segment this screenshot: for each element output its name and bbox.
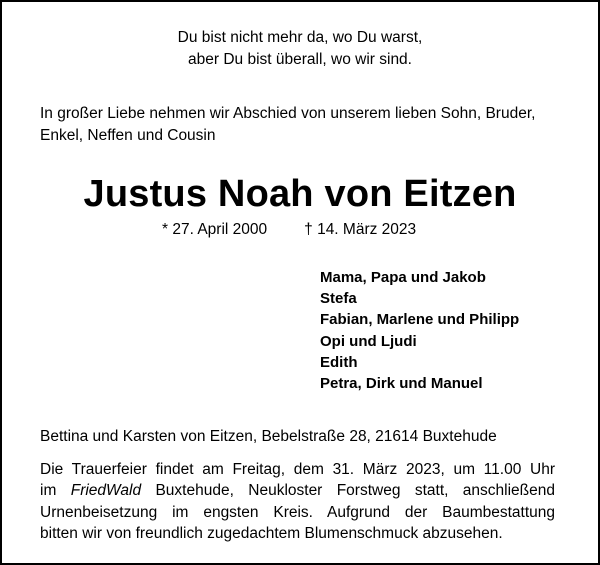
mourner-line: Fabian, Marlene und Philipp xyxy=(320,311,520,329)
funeral-line-1: Die Trauerfeier findet am Freitag, dem 31. März 2023, um 11.00 Uhr xyxy=(40,461,555,478)
motto-line-2: aber Du bist überall, wo wir sind. xyxy=(188,51,412,68)
family-address: Bettina und Karsten von Eitzen, Bebelstraße 28, 21614 Buxtehude xyxy=(40,428,497,445)
intro-text: In großer Liebe nehmen wir Abschied von unserem lieben Sohn, Bruder, Enkel, Neffen und Cousin xyxy=(40,105,536,144)
friedwald-name: FriedWald xyxy=(70,482,142,500)
birth-date: * 27. April 2000 xyxy=(162,221,268,238)
life-dates xyxy=(162,219,416,241)
death-date: † 14. März 2023 xyxy=(304,221,417,238)
mourner-line: Opi und Ljudi xyxy=(320,332,417,350)
motto-verse xyxy=(2,27,598,71)
mourner-line: Petra, Dirk und Manuel xyxy=(320,375,483,393)
funeral-line-2 xyxy=(40,480,555,501)
mourners-list xyxy=(320,267,519,394)
funeral-line-2-suffix: Buxtehude, Neukloster Forstweg statt, anschließend xyxy=(141,482,555,500)
funeral-details xyxy=(40,459,555,544)
funeral-line-4: bitten wir von freundlich zugedachtem Blumenschmuck abzusehen. xyxy=(40,524,503,542)
deceased-name: Justus Noah von Eitzen xyxy=(83,173,517,215)
motto-line-1: Du bist nicht mehr da, wo Du warst, xyxy=(177,29,423,46)
funeral-line-2-prefix: im xyxy=(40,482,71,500)
mourner-line: Mama, Papa und Jakob xyxy=(320,269,486,286)
funeral-line-3: Urnenbeisetzung im engsten Kreis. Aufgrund der Baumbestattung xyxy=(40,503,555,521)
mourner-line: Stefa xyxy=(320,290,357,308)
mourner-line: Edith xyxy=(320,353,358,371)
